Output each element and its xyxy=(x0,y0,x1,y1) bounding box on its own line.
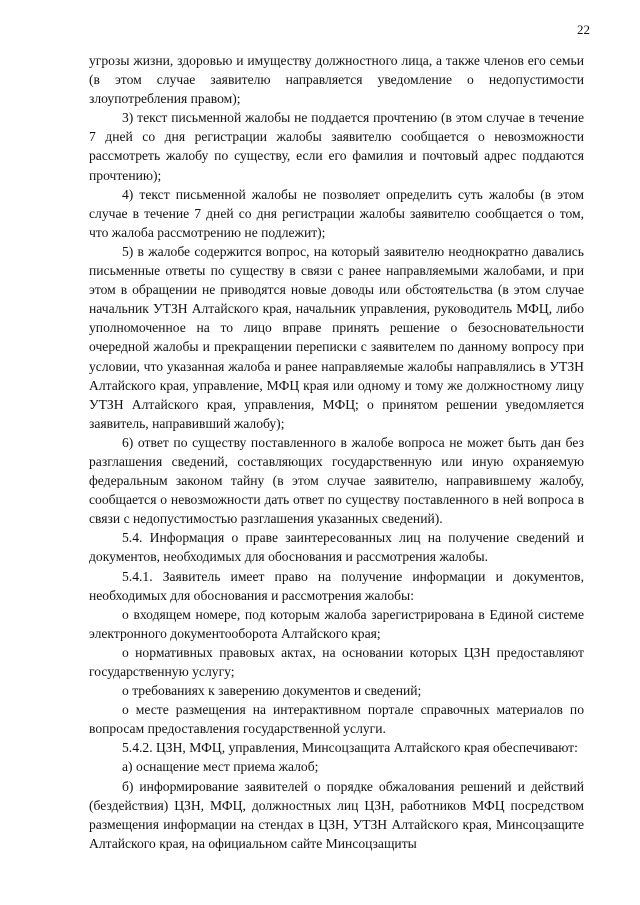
list-item-reference-materials: о месте размещения на интерактивном портале справочных материалов по вопросам предоставления государственной услуги. xyxy=(89,702,584,737)
list-item-a: а) оснащение мест приема жалоб; xyxy=(122,759,319,775)
section-5-4-2: 5.4.2. ЦЗН, МФЦ, управления, Минсоцзащита Алтайского края обеспечивают: xyxy=(122,740,578,756)
paragraph-continuation: угрозы жизни, здоровью и имуществу должностного лица, а также членов его семьи (в этом случае заявителю направляется уведомление о недопустимости злоупотребления правом); xyxy=(89,53,584,107)
list-item-b: б) информирование заявителей о порядке обжалования решений и действий (бездействия) ЦЗН, МФЦ, должностных лиц ЦЗН, работников МФЦ посредством размещения информации на стендах в ЦЗН, УТЗН Алтайского края, Минсоцзащите Алтайского края, на официальном сайте Минсоцзащиты xyxy=(89,778,584,851)
list-item-incoming-number: о входящем номере, под которым жалоба зарегистрирована в Единой системе электронного документооборота Алтайского края; xyxy=(89,606,584,641)
paragraph-item-6: 6) ответ по существу поставленного в жалобе вопроса не может быть дан без разглашения сведений, составляющих государственную или иную охраняемую федеральным законом тайну (в этом случае заявителю, направившему жалобу, сообщается о невозможности дать ответ по существу поставленного в ней вопроса в связи с недопустимостью разглашения указанных сведений). xyxy=(89,434,584,527)
paragraph-item-5: 5) в жалобе содержится вопрос, на который заявителю неоднократно давались письменные ответы по существу в связи с ранее направляемыми жалобами, и при этом в обращении не приводятся новые доводы или обстоятельства (в этом случае начальник УТЗН Алтайского края, начальник управления, руководитель МФЦ, либо уполномоченное на то лицо вправе принять решение о безосновательности очередной жалобы и прекращении переписки с заявителем по данному вопросу при условии, что указанная жалоба и ранее направляемые жалобы направлялись в УТЗН Алтайского края, управление, МФЦ края или одному и тому же должностному лицу УТЗН Алтайского края, управления, МФЦ; о принятом решении уведомляется заявитель, направивший жалобу); xyxy=(89,243,584,431)
list-item-certification-requirements: о требованиях к заверению документов и сведений; xyxy=(122,683,422,699)
list-item-legal-acts: о нормативных правовых актах, на основании которых ЦЗН предоставляют государственную услугу; xyxy=(89,644,584,679)
page-number: 22 xyxy=(577,22,590,37)
section-5-4-heading: 5.4. Информация о праве заинтересованных лиц на получение сведений и документов, необходимых для обоснования и рассмотрения жалобы. xyxy=(89,530,584,565)
paragraph-item-3: 3) текст письменной жалобы не поддается прочтению (в этом случае в течение 7 дней со дня регистрации жалобы заявителю сообщается о невозможности рассмотреть жалобу по существу, если его фамилия и почтовый адрес поддаются прочтению); xyxy=(89,110,584,183)
paragraph-item-4: 4) текст письменной жалобы не позволяет определить суть жалобы (в этом случае в течение 7 дней со дня регистрации жалобы заявителю сообщается о том, что жалоба рассмотрению не подлежит); xyxy=(89,186,584,240)
section-5-4-1: 5.4.1. Заявитель имеет право на получение информации и документов, необходимых для обоснования и рассмотрения жалобы: xyxy=(89,568,584,603)
document-body xyxy=(89,51,584,853)
